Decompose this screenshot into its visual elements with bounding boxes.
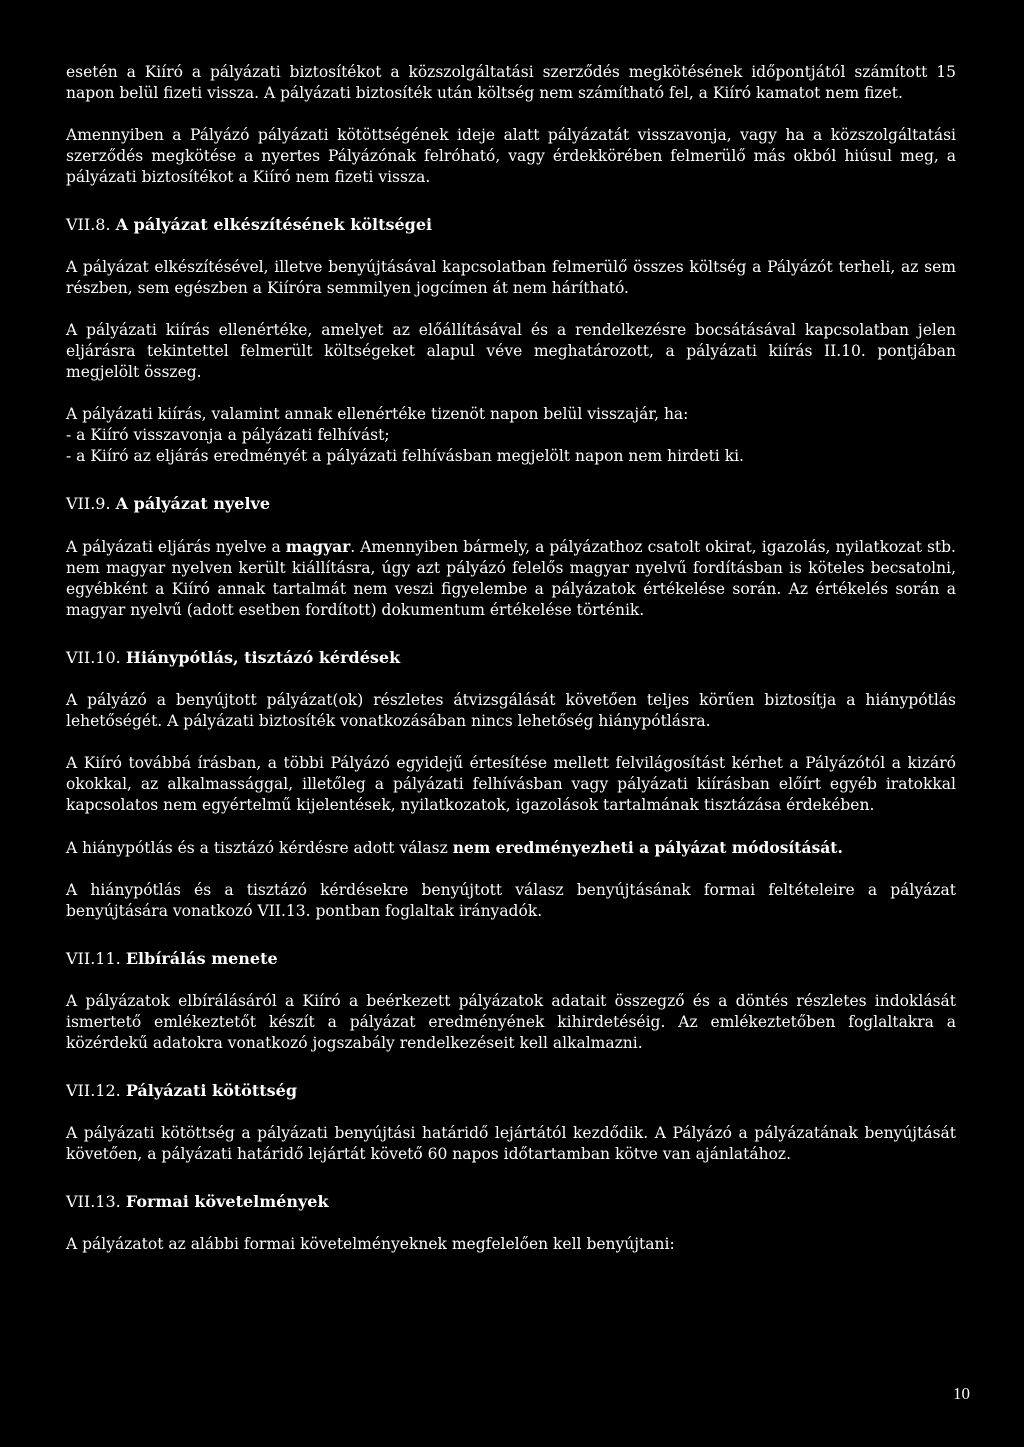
section-number: VII.10. <box>66 648 121 667</box>
paragraph: A pályázati kiírás, valamint annak ellenértéke tizenöt napon belül visszajár, ha: <box>66 405 689 423</box>
page-number: 10 <box>953 1384 970 1403</box>
paragraph: A pályázatok elbírálásáról a Kiíró a beérkezett pályázatok adatait összegző és a döntés részletes indoklását ismertető emlékeztetőt készít a pályázat eredményének kihirdetéséig. Az emlékeztetőben foglaltakra a közérdekű adatokra vonatkozó jogszabály rendelkezéseit kell alkalmazni. <box>66 992 956 1052</box>
paragraph: A pályázó a benyújtott pályázat(ok) részletes átvizsgálását követően teljes körűen biztosítja a hiánypótlás lehetőségét. A pályázati biztosíték vonatkozásában nincs lehetőség hiánypótlásra. <box>66 691 956 730</box>
text-run: A pályázati eljárás nyelve a <box>66 538 286 556</box>
paragraph: A pályázati kiírás ellenértéke, amelyet az előállításával és a rendelkezésre bocsátásával kapcsolatban jelen eljárásra tekintettel felmerült költségeket alapul véve meghatározott, a pályázati kiírás II.10. pontjában megjelölt összeg. <box>66 321 956 381</box>
paragraph: A Kiíró továbbá írásban, a többi Pályázó egyidejű értesítése mellett felvilágosítást kérhet a Pályázótól a kizáró okokkal, az alkalmassággal, illetőleg a pályázati felhívásban vagy pályázati kiírásban előírt egyéb iratokkal kapcsolatos nem egyértelmű kijelentések, nyilatkozatok, igazolások tartalmának tisztázása érdekében. <box>66 754 956 814</box>
section-title: A pályázat elkészítésének költségei <box>115 215 433 234</box>
emphasis-language: magyar <box>285 537 351 556</box>
list-item: - a Kiíró az eljárás eredményét a pályázati felhívásban megjelölt napon nem hirdeti ki. <box>66 447 744 465</box>
section-number: VII.11. <box>66 949 121 968</box>
section-heading-vii-12 <box>66 1080 956 1101</box>
paragraph-guarantee-refund: esetén a Kiíró a pályázati biztosítékot a közszolgáltatási szerződés megkötésének időpontjától számított 15 napon belül fizeti vissza. A pályázati biztosíték után költség nem számítható fel, a Kiíró kamatot nem fizet. <box>66 63 956 102</box>
paragraph: A pályázati kötöttség a pályázati benyújtási határidő lejártától kezdődik. A Pályázó a pályázatának benyújtását követően, a pályázati határidő lejártát követő 60 napos időtartamban kötve van ajánlatához. <box>66 1124 956 1163</box>
section-number: VII.9. <box>66 494 111 513</box>
paragraph-guarantee-forfeit: Amennyiben a Pályázó pályázati kötöttségének ideje alatt pályázatát visszavonja, vagy ha a közszolgáltatási szerződés megkötése a nyertes Pályázónak felróható, vagy érdekkörében felmerülő más okból hiúsul meg, a pályázati biztosítékot a Kiíró nem fizeti vissza. <box>66 126 956 186</box>
section-number: VII.12. <box>66 1081 121 1100</box>
text-run: . Amennyiben bármely, a pályázathoz csatolt okirat, igazolás, nyilatkozat stb. nem magyar nyelven került kiállításra, úgy azt pályázó felelős magyar nyelvű fordításban is köteles becsatolni, egyébként a Kiíró annak tartalmát nem veszi figyelembe a pályázatok értékelése során. Az értékelés során a magyar nyelvű (adott esetben fordított) dokumentum értékelése történik. <box>66 538 956 619</box>
document-page <box>66 62 956 1276</box>
section-heading-vii-13 <box>66 1191 956 1212</box>
paragraph: A pályázat elkészítésével, illetve benyújtásával kapcsolatban felmerülő összes költség a Pályázót terheli, az sem részben, sem egészben a Kiíróra semmilyen jogcímen át nem hárítható. <box>66 258 956 297</box>
paragraph: A pályázatot az alábbi formai követelményeknek megfelelően kell benyújtani: <box>66 1235 675 1253</box>
paragraph-language <box>66 536 956 621</box>
section-heading-vii-8 <box>66 214 956 235</box>
section-heading-vii-10 <box>66 647 956 668</box>
text-run: A hiánypótlás és a tisztázó kérdésre adott válasz <box>66 839 453 857</box>
paragraph <box>66 837 956 859</box>
section-heading-vii-9 <box>66 493 956 514</box>
section-number: VII.13. <box>66 1192 121 1211</box>
section-title: Pályázati kötöttség <box>125 1081 298 1100</box>
section-heading-vii-11 <box>66 948 956 969</box>
section-title: Formai követelmények <box>125 1192 329 1211</box>
section-title: A pályázat nyelve <box>115 494 270 513</box>
paragraph: A hiánypótlás és a tisztázó kérdésekre benyújtott válasz benyújtásának formai feltételeire a pályázat benyújtására vonatkozó VII.13. pontban foglaltak irányadók. <box>66 881 956 920</box>
section-title: Elbírálás menete <box>125 949 278 968</box>
section-title: Hiánypótlás, tisztázó kérdések <box>125 648 401 667</box>
section-number: VII.8. <box>66 215 111 234</box>
emphasis-no-modification: nem eredményezheti a pályázat módosítását. <box>452 838 843 857</box>
list-item: - a Kiíró visszavonja a pályázati felhívást; <box>66 426 390 444</box>
